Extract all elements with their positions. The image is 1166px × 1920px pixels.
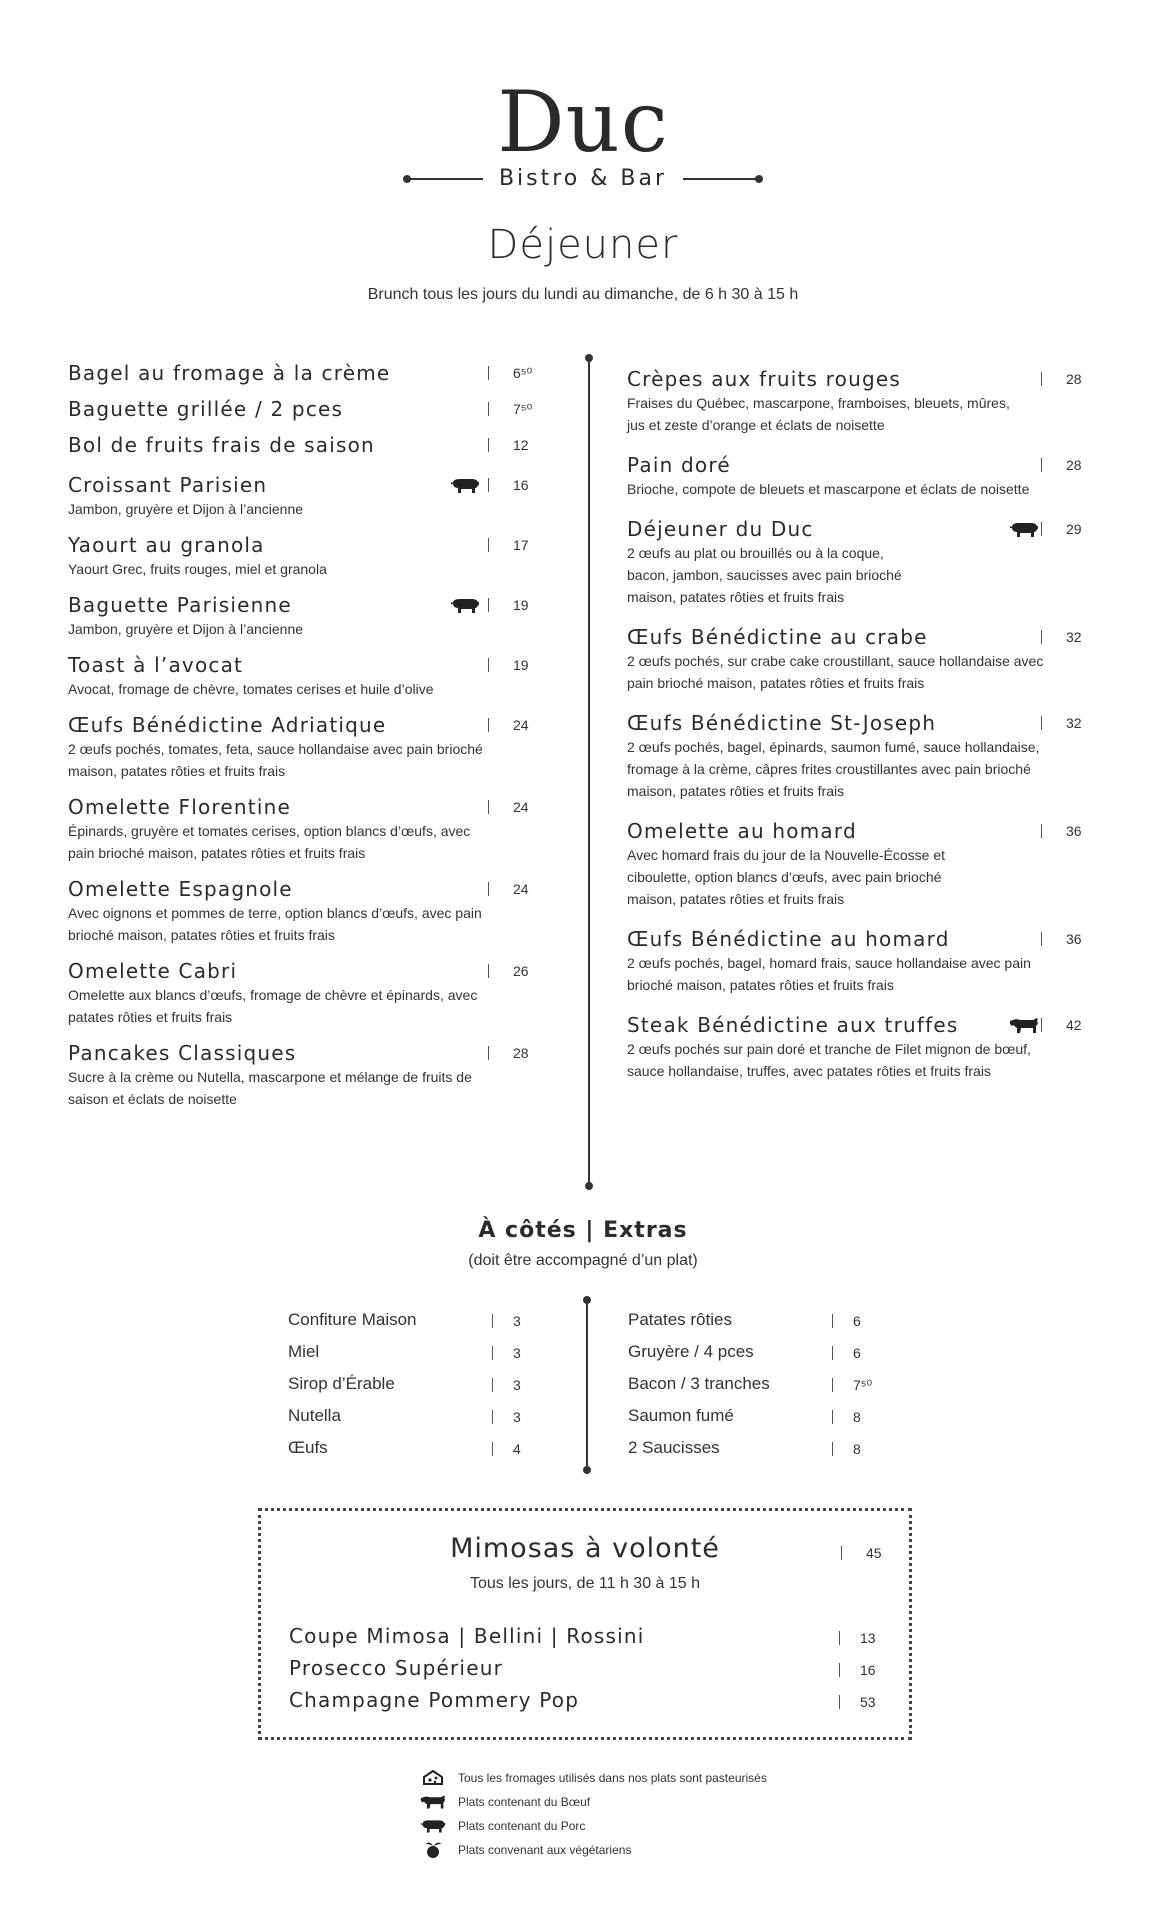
pork-icon [420, 1817, 446, 1835]
price-value: 16 [513, 477, 529, 493]
side-item [628, 1306, 878, 1338]
price-value: 3 [513, 1409, 521, 1425]
price-value: 24 [513, 799, 529, 815]
side-item [288, 1306, 538, 1338]
legend-item [420, 1814, 820, 1838]
menu-item [68, 794, 548, 864]
side-item-price [832, 1340, 878, 1366]
menu-item-name: Œufs Bénédictine au homard [627, 927, 950, 951]
side-item [288, 1402, 538, 1434]
sides-title: À côtés | Extras [478, 1218, 688, 1243]
side-item-price [492, 1340, 538, 1366]
menu-item [68, 712, 548, 782]
menu-item-price [488, 472, 548, 498]
menu-item-price [488, 432, 548, 458]
beef-icon [1009, 1017, 1039, 1034]
menu-item-description: 2 œufs pochés, bagel, homard frais, sauce hollandaise avec pain brioché maison, patates rôties et fruits frais [627, 955, 1031, 993]
legend-text: Plats convenant aux végétariens [458, 1843, 632, 1857]
menu-item [68, 432, 548, 458]
price-value: 3 [513, 1313, 521, 1329]
price-value: 3 [513, 1345, 521, 1361]
menu-item [68, 360, 548, 386]
legend-text: Plats contenant du Porc [458, 1819, 586, 1833]
tagline: Bistro & Bar [498, 166, 668, 191]
price-value: 32 [1066, 715, 1082, 731]
price-value: 6 [853, 1345, 861, 1361]
menu-item [68, 532, 548, 580]
drink-item-price [839, 1689, 885, 1715]
menu-item-description: 2 œufs pochés, sur crabe cake croustillant, sauce hollandaise avec pain brioché maison, patates rôties et fruits frais [627, 653, 1044, 691]
menu-item-price [1041, 366, 1101, 392]
menu-item [627, 366, 1101, 436]
mimosa-title: Mimosas à volonté [450, 1533, 720, 1564]
price-value: 28 [1066, 371, 1082, 387]
mimosa-subtitle: Tous les jours, de 11 h 30 à 15 h [469, 1575, 701, 1592]
menu-item-price [488, 652, 548, 678]
menu-item-description: Avec homard frais du jour de la Nouvelle-Écosse et ciboulette, option blancs d’œufs, avec pain brioché maison, patates rôties et fruits frais [627, 847, 946, 907]
menu-item-description: 2 œufs au plat ou brouillés ou à la coque, bacon, jambon, saucisses avec pain brioché maison, patates rôties et fruits frais [627, 545, 902, 605]
menu-item [68, 396, 548, 422]
sides-divider [586, 1300, 588, 1470]
side-item-price [492, 1404, 538, 1430]
menu-item-name: Steak Bénédictine aux truffes [627, 1013, 959, 1037]
menu-item-price [488, 794, 548, 820]
menu-item [68, 876, 548, 946]
menu-item-description: 2 œufs pochés, tomates, feta, sauce hollandaise avec pain brioché maison, patates rôties et fruits frais [68, 741, 483, 779]
side-item [628, 1370, 878, 1402]
menu-item-name: Déjeuner du Duc [627, 517, 814, 541]
menu-item-price [488, 360, 548, 386]
tagline-row [0, 166, 1166, 191]
beef-icon [420, 1793, 446, 1811]
side-item-name: Sirop d’Érable [288, 1374, 395, 1393]
menu-item-name: Croissant Parisien [68, 473, 268, 497]
menu-item-price [1041, 452, 1101, 478]
price-value: 6 [853, 1313, 861, 1329]
menu-item-description: Avocat, fromage de chèvre, tomates cerises et huile d’olive [68, 681, 434, 697]
legend-item [420, 1838, 820, 1862]
menu-item-price [1041, 1012, 1101, 1038]
legend-item [420, 1766, 820, 1790]
menu-item-name: Œufs Bénédictine St-Joseph [627, 711, 937, 735]
price-value: 28 [1066, 457, 1082, 473]
side-item-price [492, 1372, 538, 1398]
pork-icon [1009, 521, 1039, 538]
price-value: 29 [1066, 521, 1082, 537]
menu-item-description: 2 œufs pochés, bagel, épinards, saumon fumé, sauce hollandaise, fromage à la crème, câpres frites croustillantes avec pain brioché maison, patates rôties et fruits frais [627, 739, 1040, 799]
side-item [628, 1434, 878, 1466]
icon-legend [420, 1766, 820, 1862]
menu-column-left [68, 360, 548, 1122]
menu-item-name: Bol de fruits frais de saison [68, 433, 375, 457]
menu-item-price [488, 396, 548, 422]
menu-item [68, 958, 548, 1028]
side-item-name: Œufs [288, 1438, 328, 1457]
price-value: 8 [853, 1441, 861, 1457]
mimosa-list [289, 1623, 885, 1719]
price-value: 4 [513, 1441, 521, 1457]
price-value: 36 [1066, 931, 1082, 947]
menu-item [627, 710, 1101, 802]
side-item [628, 1402, 878, 1434]
tagline-line-right [683, 178, 759, 180]
side-item-price [492, 1308, 538, 1334]
side-item [628, 1338, 878, 1370]
tagline-line-left [407, 178, 483, 180]
price-value: 19 [513, 597, 529, 613]
menu-item-price [1041, 624, 1101, 650]
menu-item-description: Sucre à la crème ou Nutella, mascarpone et mélange de fruits de saison et éclats de noisette [68, 1069, 472, 1107]
menu-item-name: Omelette Espagnole [68, 877, 293, 901]
menu-item-name: Omelette Florentine [68, 795, 291, 819]
menu-item-price [1041, 710, 1101, 736]
menu-item-name: Pancakes Classiques [68, 1041, 297, 1065]
menu-item [68, 652, 548, 700]
menu-item-name: Baguette grillée / 2 pces [68, 397, 344, 421]
menu-item [627, 818, 1101, 910]
price-value: 7⁵⁰ [853, 1377, 873, 1393]
side-item [288, 1370, 538, 1402]
price-value: 7⁵⁰ [513, 400, 533, 417]
menu-item-description: Jambon, gruyère et Dijon à l’ancienne [68, 501, 304, 517]
drink-item [289, 1655, 885, 1687]
section-title: Déjeuner [487, 222, 679, 268]
menu-item-price [1041, 926, 1101, 952]
price-value: 26 [513, 963, 529, 979]
price-value: 24 [513, 717, 529, 733]
side-item-price [832, 1436, 878, 1462]
price-value: 17 [513, 537, 529, 553]
side-item-name: Nutella [288, 1406, 341, 1425]
sides-column-right [628, 1306, 878, 1466]
menu-item-description: Avec oignons et pommes de terre, option blancs d’œufs, avec pain brioché maison, patates rôties et fruits frais [68, 905, 482, 943]
menu-item-price [1041, 516, 1101, 542]
menu-item-name: Pain doré [627, 453, 731, 477]
menu-item-price [1041, 818, 1101, 844]
side-item-price [832, 1404, 878, 1430]
menu-item-name: Yaourt au granola [68, 533, 265, 557]
menu-item-name: Toast à l’avocat [68, 653, 244, 677]
price-value: 6⁵⁰ [513, 364, 533, 381]
drink-item-price [839, 1657, 885, 1683]
menu-item-description: Yaourt Grec, fruits rouges, miel et granola [68, 561, 327, 577]
drink-item-name: Champagne Pommery Pop [289, 1688, 580, 1712]
price-value: 53 [860, 1694, 876, 1710]
mimosa-box [258, 1508, 912, 1740]
menu-item-price [488, 876, 548, 902]
legend-text: Tous les fromages utilisés dans nos plats sont pasteurisés [458, 1771, 767, 1785]
sides-column-left [288, 1306, 538, 1466]
legend-item [420, 1790, 820, 1814]
menu-item [627, 1012, 1101, 1082]
menu-item-description: Jambon, gruyère et Dijon à l’ancienne [68, 621, 304, 637]
side-item-name: Confiture Maison [288, 1310, 417, 1329]
price-value: 16 [860, 1662, 876, 1678]
menu-item [68, 1040, 548, 1110]
side-item [288, 1338, 538, 1370]
drink-item-price [839, 1625, 885, 1651]
menu-item-name: Bagel au fromage à la crème [68, 361, 391, 385]
side-item-price [492, 1436, 538, 1462]
legend-text: Plats contenant du Bœuf [458, 1795, 591, 1809]
drink-item [289, 1623, 885, 1655]
menu-item-price [488, 958, 548, 984]
menu-item-description: Brioche, compote de bleuets et mascarpone et éclats de noisette [627, 481, 1030, 497]
cheese-icon [420, 1769, 446, 1787]
sides-note: (doit être accompagné d’un plat) [468, 1252, 698, 1269]
drink-item [289, 1687, 885, 1719]
price-value: 3 [513, 1377, 521, 1393]
mimosa-price [841, 1545, 901, 1561]
menu-column-right [627, 366, 1101, 1094]
pork-icon [450, 597, 480, 614]
restaurant-name: Duc [497, 73, 669, 171]
menu-item-description: Épinards, gruyère et tomates cerises, option blancs d’œufs, avec pain brioché maison, patates rôties et fruits frais [68, 823, 471, 861]
price-value: 19 [513, 657, 529, 673]
menu-item-price [488, 532, 548, 558]
column-divider [588, 358, 590, 1186]
price-value: 42 [1066, 1017, 1082, 1033]
menu-item-name: Omelette Cabri [68, 959, 238, 983]
side-item-name: Gruyère / 4 pces [628, 1342, 754, 1361]
side-item-name: 2 Saucisses [628, 1438, 720, 1457]
price-value: 12 [513, 437, 529, 453]
menu-item-description: Fraises du Québec, mascarpone, framboises, bleuets, mûres, jus et zeste d’orange et éclats de noisette [627, 395, 1010, 433]
menu-item-description: 2 œufs pochés sur pain doré et tranche de Filet mignon de bœuf, sauce hollandaise, truffes, avec patates rôties et fruits frais [627, 1041, 1031, 1079]
menu-item [68, 472, 548, 520]
section-subtitle: Brunch tous les jours du lundi au dimanche, de 6 h 30 à 15 h [367, 286, 799, 303]
menu-item [68, 592, 548, 640]
price-value: 24 [513, 881, 529, 897]
price-value: 28 [513, 1045, 529, 1061]
menu-item-name: Œufs Bénédictine Adriatique [68, 713, 387, 737]
menu-item-name: Crèpes aux fruits rouges [627, 367, 901, 391]
vegetarian-icon [420, 1841, 446, 1859]
side-item-name: Bacon / 3 tranches [628, 1374, 770, 1393]
menu-item-price [488, 712, 548, 738]
menu-item [627, 926, 1101, 996]
price-value: 13 [860, 1630, 876, 1646]
side-item [288, 1434, 538, 1466]
drink-item-name: Prosecco Supérieur [289, 1656, 503, 1680]
menu-item [627, 624, 1101, 694]
side-item-price [832, 1372, 878, 1398]
drink-item-name: Coupe Mimosa | Bellini | Rossini [289, 1624, 645, 1648]
side-item-name: Saumon fumé [628, 1406, 734, 1425]
side-item-name: Patates rôties [628, 1310, 732, 1329]
menu-item-price [488, 592, 548, 618]
pork-icon [450, 477, 480, 494]
price-value: 32 [1066, 629, 1082, 645]
menu-item-name: Omelette au homard [627, 819, 857, 843]
menu-item-name: Baguette Parisienne [68, 593, 292, 617]
menu-item-price [488, 1040, 548, 1066]
price-value: 36 [1066, 823, 1082, 839]
menu-item [627, 516, 1101, 608]
brand-logo [0, 73, 1166, 171]
menu-item-description: Omelette aux blancs d’œufs, fromage de chèvre et épinards, avec patates rôties et fruits frais [68, 987, 478, 1025]
menu-item-name: Œufs Bénédictine au crabe [627, 625, 928, 649]
price-value: 8 [853, 1409, 861, 1425]
menu-item [627, 452, 1101, 500]
side-item-name: Miel [288, 1342, 320, 1361]
side-item-price [832, 1308, 878, 1334]
price-value: 45 [866, 1545, 882, 1561]
